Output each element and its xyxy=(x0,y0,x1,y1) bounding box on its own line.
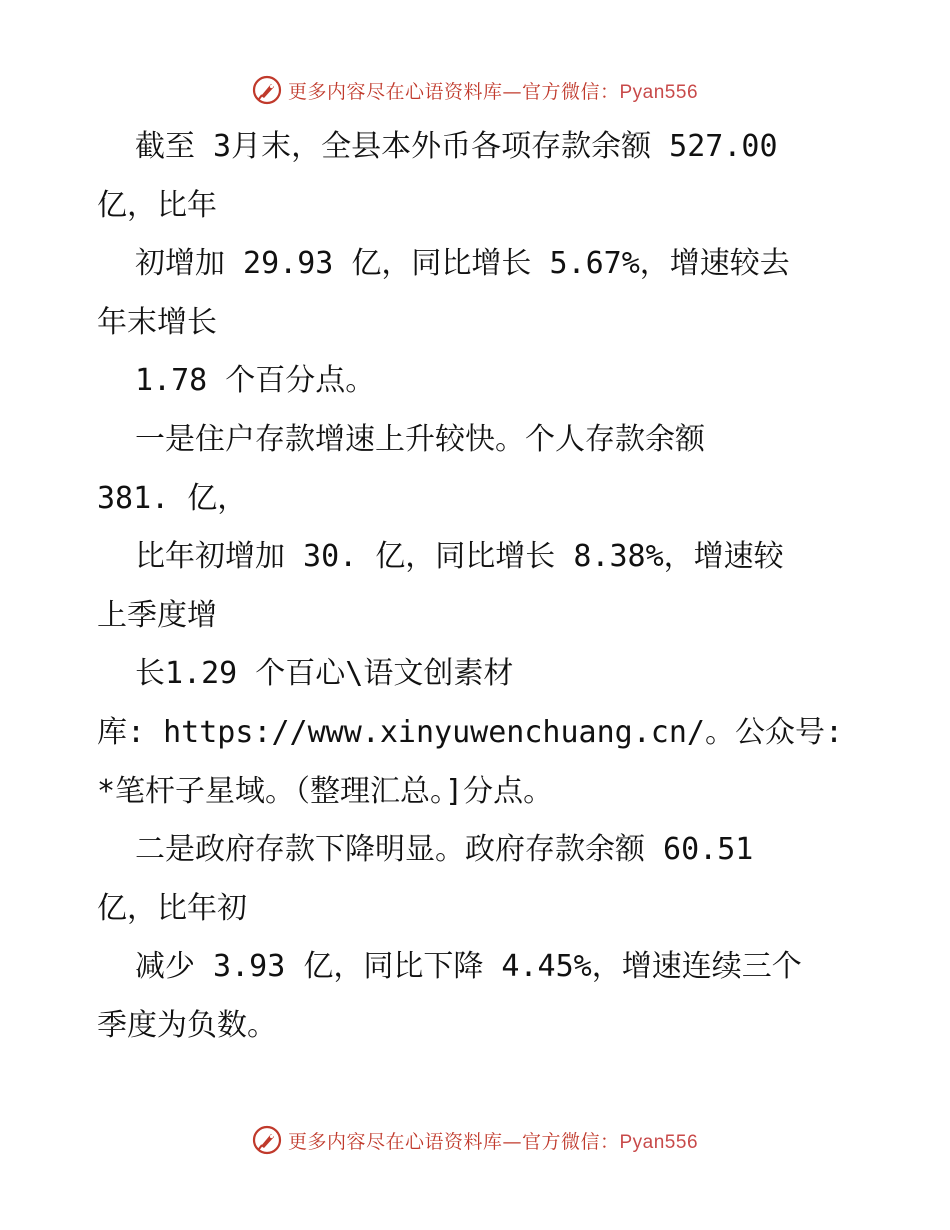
paragraph-line: 长1.29 个百心\语文创素材 xyxy=(135,656,514,692)
paragraph-line: 亿，比年初 xyxy=(97,890,247,926)
paragraph-line: 季度为负数。 xyxy=(97,1007,277,1043)
paragraph-line: 减少 3.93 亿，同比下降 4.45%，增速连续三个 xyxy=(135,949,802,985)
wechat-id: Pyan556 xyxy=(619,1131,699,1153)
paragraph-line: 381. 亿， xyxy=(97,480,248,516)
wechat-id: Pyan556 xyxy=(619,81,699,103)
header-banner xyxy=(0,70,950,110)
paragraph-line: 截至 3月末，全县本外币各项存款余额 527.00 xyxy=(135,129,778,164)
footer-banner xyxy=(0,1120,950,1160)
pen-nib-logo-icon xyxy=(252,75,282,105)
paragraph-line: 初增加 29.93 亿，同比增长 5.67%，增速较去 xyxy=(135,246,790,282)
paragraph-line: 一是住户存款增速上升较快。个人存款余额 xyxy=(135,421,705,457)
paragraph-line: 库: https://www.xinyuwenchuang.cn/。公众号: xyxy=(97,714,844,750)
paragraph-line: 年末增长 xyxy=(97,304,217,340)
banner-text: 更多内容尽在心语资料库—官方微信：Pyan556 xyxy=(287,80,699,103)
paragraph-line: *笔杆子星域。（整理汇总。]分点。 xyxy=(97,773,554,809)
paragraph-line: 二是政府存款下降明显。政府存款余额 60.51 xyxy=(135,832,754,868)
paragraph-line: 上季度增 xyxy=(97,597,217,633)
pen-nib-logo-icon xyxy=(252,1125,282,1155)
banner-text: 更多内容尽在心语资料库—官方微信：Pyan556 xyxy=(287,1130,699,1153)
document-body xyxy=(97,118,857,1056)
paragraph-line: 1.78 个百分点。 xyxy=(135,363,376,399)
paragraph-line: 亿，比年 xyxy=(97,187,217,223)
paragraph-line: 比年初增加 30. 亿，同比增长 8.38%，增速较 xyxy=(135,539,784,575)
